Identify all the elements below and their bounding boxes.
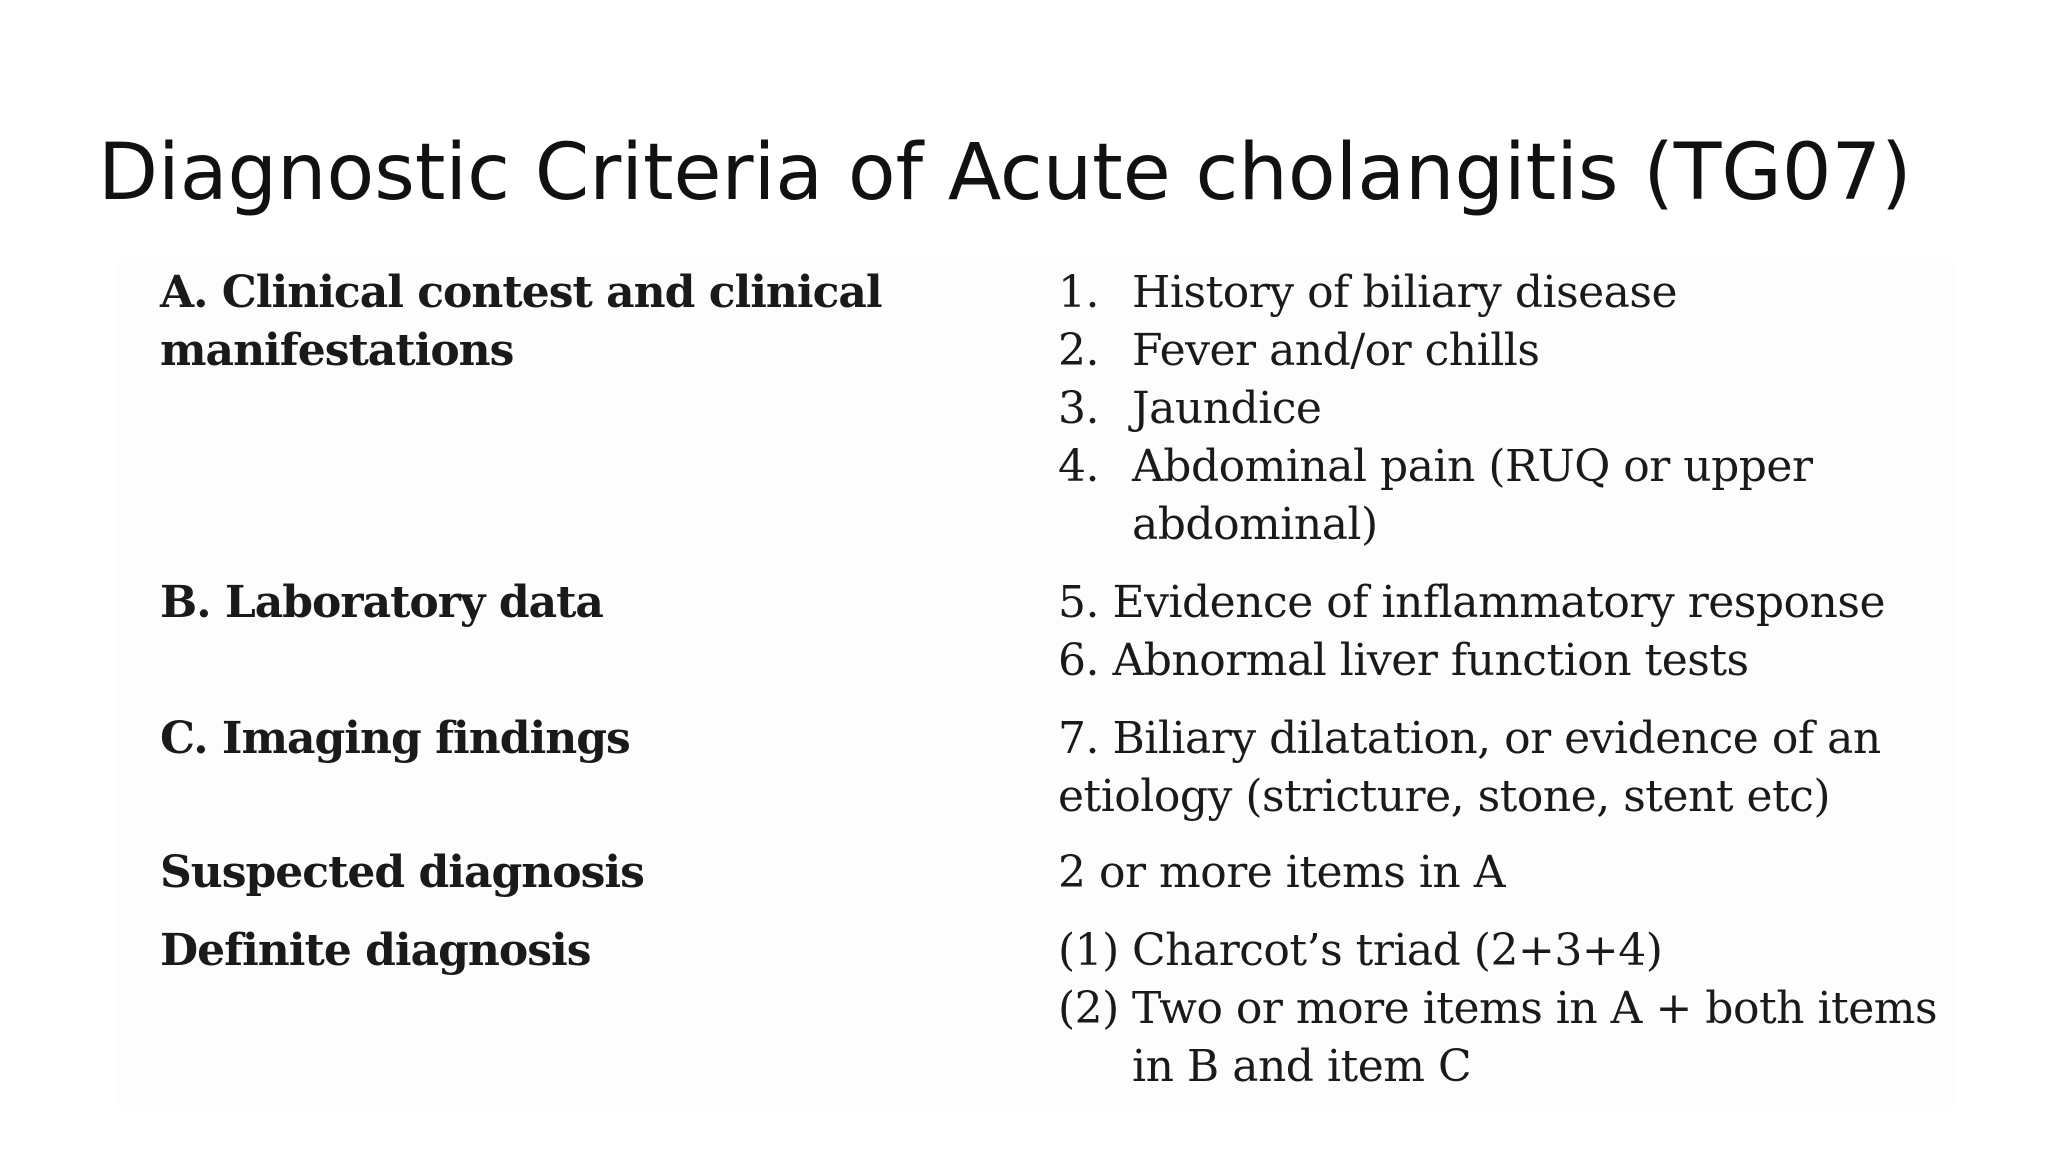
item-number: 3. <box>1058 383 1099 434</box>
item-text: Abdominal pain (RUQ or upper abdominal) <box>1132 441 1813 550</box>
criteria-items-a <box>1058 264 1948 554</box>
slide-title: Diagnostic Criteria of Acute cholangitis (TG07) <box>98 128 1912 218</box>
list-item: 2 or more items in A <box>1058 847 1506 898</box>
list-item <box>1058 264 1948 322</box>
item-text: History of biliary disease <box>1132 267 1678 318</box>
criteria-items-definite <box>1058 922 1948 1096</box>
list-item: 7. Biliary dilatation, or evidence of an etiology (stricture, stone, stent etc) <box>1058 713 1881 822</box>
item-text: Jaundice <box>1132 383 1322 434</box>
list-item <box>1058 922 1948 980</box>
item-number: (1) <box>1058 925 1119 976</box>
list-item: 5. Evidence of inflammatory response <box>1058 577 1885 628</box>
criteria-label-b: B. Laboratory data <box>160 577 603 628</box>
criteria-items-b <box>1058 574 1948 690</box>
list-item: 6. Abnormal liver function tests <box>1058 635 1749 686</box>
list-item <box>1058 380 1948 438</box>
item-text: Charcot’s triad (2+3+4) <box>1132 925 1663 976</box>
item-text: Two or more items in A + both items in B and item C <box>1132 983 1938 1092</box>
list-item <box>1058 438 1948 554</box>
criteria-items-suspected <box>1058 844 1948 902</box>
criteria-items-c <box>1058 710 1888 826</box>
item-number: 4. <box>1058 441 1099 492</box>
criteria-label-c: C. Imaging findings <box>160 713 630 764</box>
criteria-label-suspected: Suspected diagnosis <box>160 847 644 898</box>
item-number: (2) <box>1058 983 1119 1034</box>
list-item <box>1058 980 1948 1096</box>
criteria-label-definite: Definite diagnosis <box>160 925 591 976</box>
item-text: Fever and/or chills <box>1132 325 1540 376</box>
item-number: 2. <box>1058 325 1099 376</box>
list-item <box>1058 322 1948 380</box>
criteria-label-a: A. Clinical contest and clinical manifestations <box>160 267 882 376</box>
item-number: 1. <box>1058 267 1099 318</box>
criteria-table <box>118 258 1954 1110</box>
